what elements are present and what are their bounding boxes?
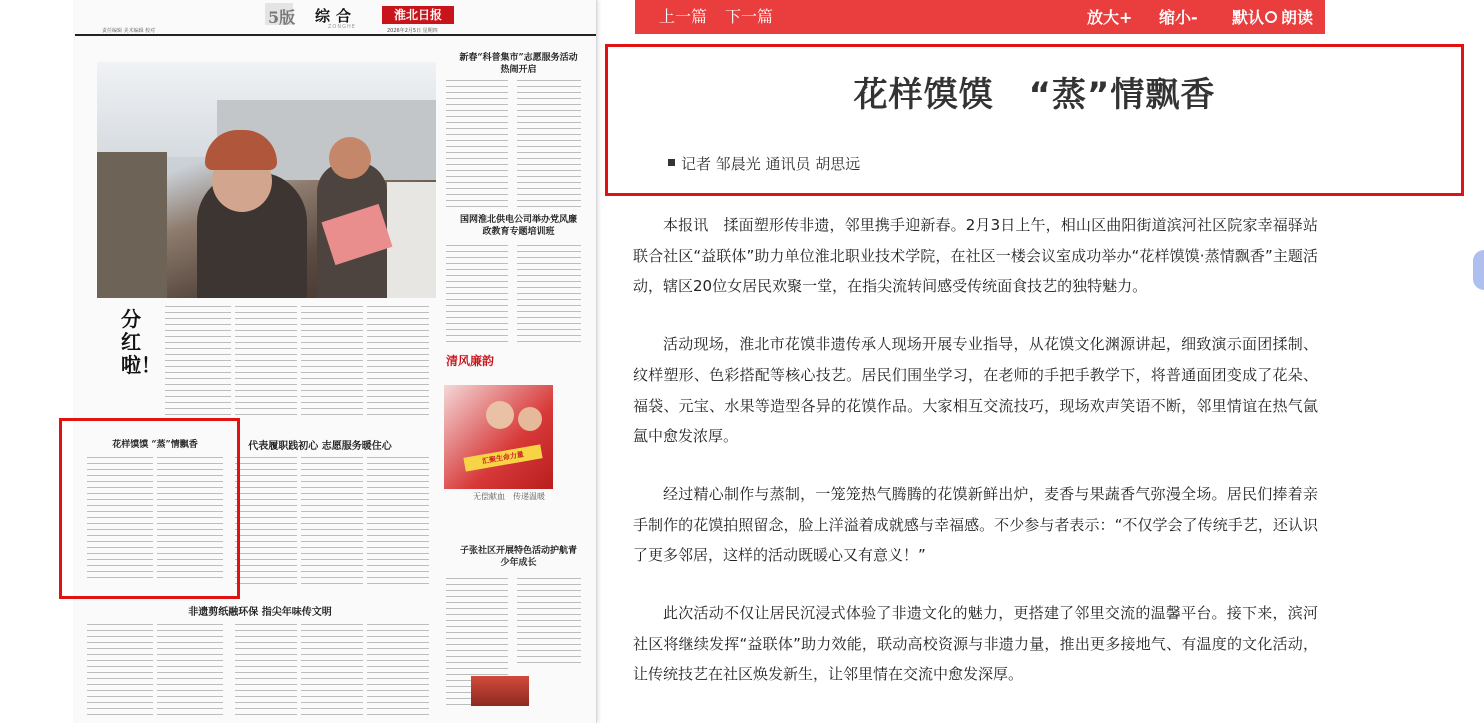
article-column-text — [301, 624, 363, 720]
ad-brand: 清风廉韵 — [446, 354, 495, 368]
section-sub: ZONGHE — [328, 24, 356, 30]
headline-huayang[interactable]: 花样馍馍 “蒸”情飘香 — [112, 440, 198, 450]
default-size-label: 默认 — [1232, 8, 1265, 27]
photo-person — [97, 152, 167, 298]
article-column-text — [301, 457, 363, 587]
selected-article-highlight — [59, 418, 240, 599]
article-column-text — [157, 624, 223, 720]
photo-person-face — [329, 137, 371, 179]
ad-caption: 无偿献血 传递温暖 — [473, 492, 545, 501]
ad-tag: 汇聚生命力量 — [463, 444, 542, 471]
article-column-text — [367, 624, 429, 720]
article-column-text — [235, 624, 297, 720]
masthead-date: 2026年2月5日 星期四 — [387, 28, 438, 34]
headline-kepu[interactable]: 新春“科普集市”志愿服务活动热闹开启 — [459, 53, 578, 75]
read-aloud-button[interactable]: 朗读 — [1281, 8, 1314, 27]
newspaper-page[interactable] — [75, 0, 597, 723]
article-paragraph: 活动现场，淮北市花馍非遗传承人现场开展专业指导，从花馍文化渊源讲起，细致演示面团揉制、纹样塑形、色彩搭配等核心技艺。居民们围坐学习，在老师的手把手教学下，将普通面团变成了花朵、福袋、元宝、水果等造型各异的花馍作品。大家相互交流技巧，现场欢声笑语不断，邻里情谊在热气氤氲中愈发浓厚。 — [633, 335, 1318, 446]
article-header — [605, 44, 1464, 196]
article-column-text — [87, 624, 153, 720]
article-column-text — [446, 245, 508, 345]
article-paragraph: 此次活动不仅让居民沉浸式体验了非遗文化的魅力，更搭建了邻里交流的温馨平台。接下来，滨河社区将继续发挥“益联体”助力效能，联动高校资源与非遗力量，推出更多接地气、有温度的文化活动，让传统技艺在社区焕发新生，让邻里情在交流中愈发深厚。 — [633, 604, 1318, 684]
prev-article-link[interactable]: 上一篇 — [659, 7, 708, 26]
byline-text: 记者 邹晨光 通讯员 胡思远 — [681, 155, 861, 173]
masthead-meta: 责任编辑 美术编辑 校对 — [102, 28, 156, 34]
paper-logo: 淮北日报 — [382, 6, 454, 24]
bottom-news-photo[interactable] — [471, 676, 529, 706]
photo-person — [387, 182, 436, 298]
ad-person-face — [518, 407, 542, 431]
article-column-text — [301, 306, 363, 416]
headline-gongdian[interactable]: 国网淮北供电公司举办党风廉政教育专题培训班 — [459, 215, 577, 237]
main-news-photo[interactable] — [97, 62, 436, 298]
side-float-tab[interactable] — [1473, 250, 1484, 290]
circle-icon — [1265, 11, 1277, 23]
section-name: 综合 — [315, 7, 358, 25]
blood-donation-ad[interactable] — [444, 385, 553, 489]
default-size-button[interactable] — [1232, 5, 1277, 28]
headline-zijiang[interactable]: 子张社区开展特色活动护航青少年成长 — [459, 546, 577, 568]
article-column-text — [235, 306, 297, 416]
article-paragraph: 经过精心制作与蒸制，一笼笼热气腾腾的花馍新鲜出炉，麦香与果蔬香气弥漫全场。居民们捧着亲手制作的花馍拍照留念，脸上洋溢着成就感与幸福感。不少参与者表示：“不仅学会了传统手艺，还认识了更多邻居，这样的活动既暖心又有意义！” — [633, 484, 1318, 565]
article-column-text — [235, 457, 297, 587]
newspaper-masthead — [75, 0, 596, 36]
next-article-link[interactable]: 下一篇 — [725, 7, 774, 26]
square-bullet-icon — [668, 159, 675, 166]
article-title: 花样馍馍 “蒸”情飘香 — [853, 75, 1216, 115]
article-byline — [668, 153, 860, 174]
article-column-text — [517, 80, 581, 210]
article-column-text — [367, 306, 429, 416]
page-number: 5版 — [268, 8, 296, 27]
article-column-text — [367, 457, 429, 587]
headline-daibiao[interactable]: 代表履职践初心 志愿服务暖住心 — [248, 441, 392, 452]
article-column-text — [517, 578, 581, 668]
ad-person-face — [486, 401, 514, 429]
article-column-text — [165, 306, 231, 416]
zoom-in-button[interactable]: 放大+ — [1087, 8, 1133, 27]
article-column-text — [446, 80, 508, 210]
article-toolbar — [635, 0, 1325, 34]
photo-caption-big: 分红啦！ — [121, 307, 161, 377]
article-paragraph: 本报讯 揉面塑形传非遗，邻里携手迎新春。2月3日上午，相山区曲阳街道滨河社区院家幸福驿站联合社区“益联体”助力单位淮北职业技术学院，在社区一楼会议室成功举办“花样馍馍·蒸情飘香”主题活动，辖区20位女居民欢聚一堂，在指尖流转间感受传统面食技艺的独特魅力。 — [633, 216, 1318, 296]
article-body — [633, 210, 1318, 717]
headline-jianzhi[interactable]: 非遗剪纸融环保 指尖年味传文明 — [188, 607, 332, 618]
zoom-out-button[interactable]: 缩小- — [1159, 8, 1198, 27]
article-column-text — [517, 245, 581, 345]
